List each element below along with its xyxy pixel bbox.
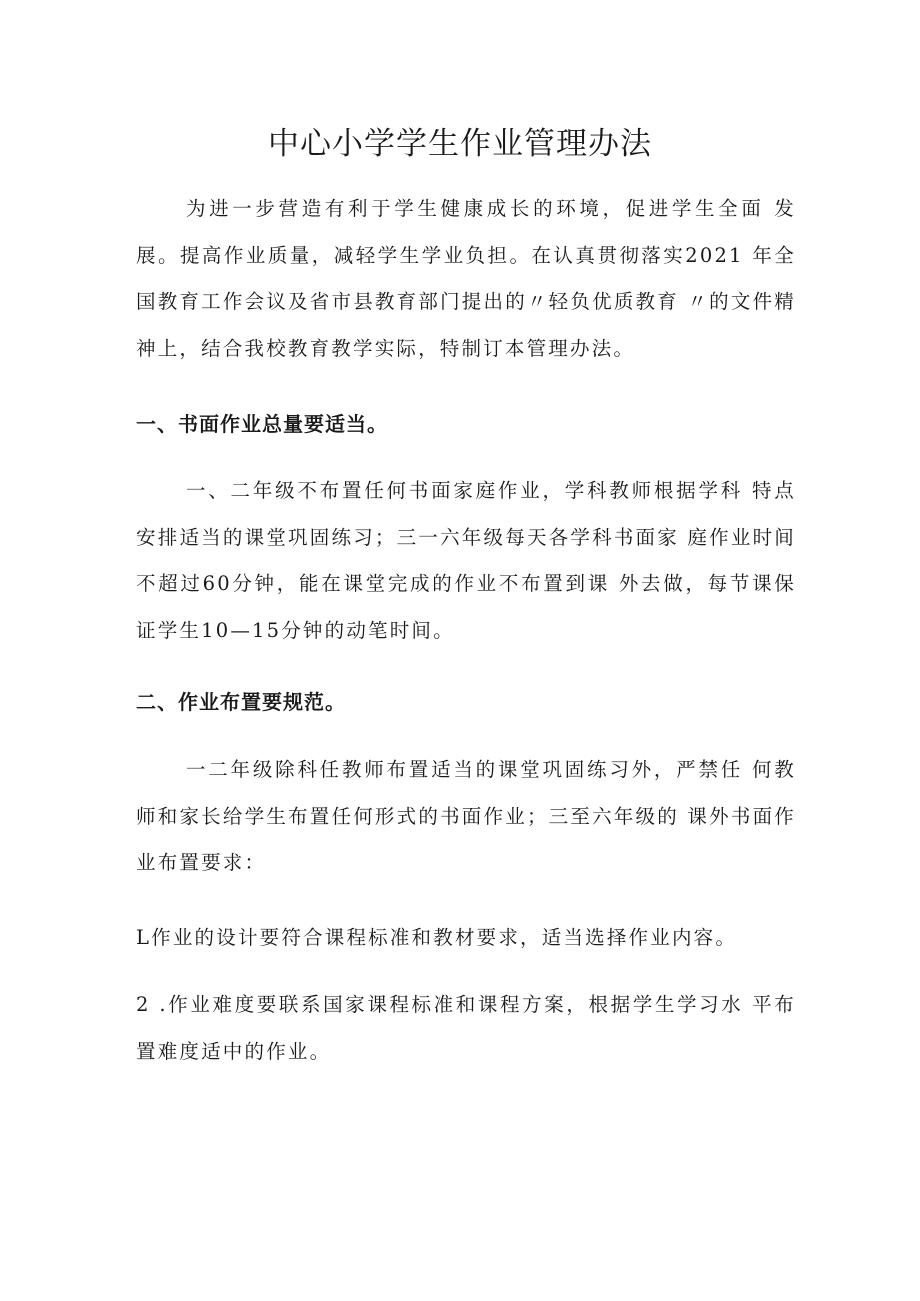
section-2-paragraph: 一二年级除科任教师布置适当的课堂巩固练习外，严禁任 何教师和家长给学生布置任何形式的书面作业；三至六年级的 课外书面作业布置要求： [136,758,796,874]
section-1-paragraph: 一、二年级不布置任何书面家庭作业，学科教师根据学科 特点安排适当的课堂巩固练习；三一六年级每天各学科书面家 庭作业时间不超过60分钟，能在课堂完成的作业不布置到课 外去做，每节课保证学生10—15分钟的动笔时间。 [136,479,796,642]
document-title: 中心小学学生作业管理办法 [268,126,652,162]
requirement-item-1: L作业的设计要符合课程标准和教材要求，适当选择作业内容。 [136,926,738,949]
requirement-item-2: 2 .作业难度要联系国家课程标准和课程方案，根据学生学习水 平布置难度适中的作业。 [136,993,796,1063]
intro-paragraph: 为进一步营造有利于学生健康成长的环境，促进学生全面 发展。提高作业质量，减轻学生学业负担。在认真贯彻落实2021 年全国教育工作会议及省市县教育部门提出的〃轻负优质教育 〃的文件精神上，结合我校教育教学实际，特制订本管理办法。 [136,197,796,360]
section-2-heading: 二、作业布置要规范。 [136,690,346,714]
section-1-heading: 一、书面作业总量要适当。 [136,412,388,436]
